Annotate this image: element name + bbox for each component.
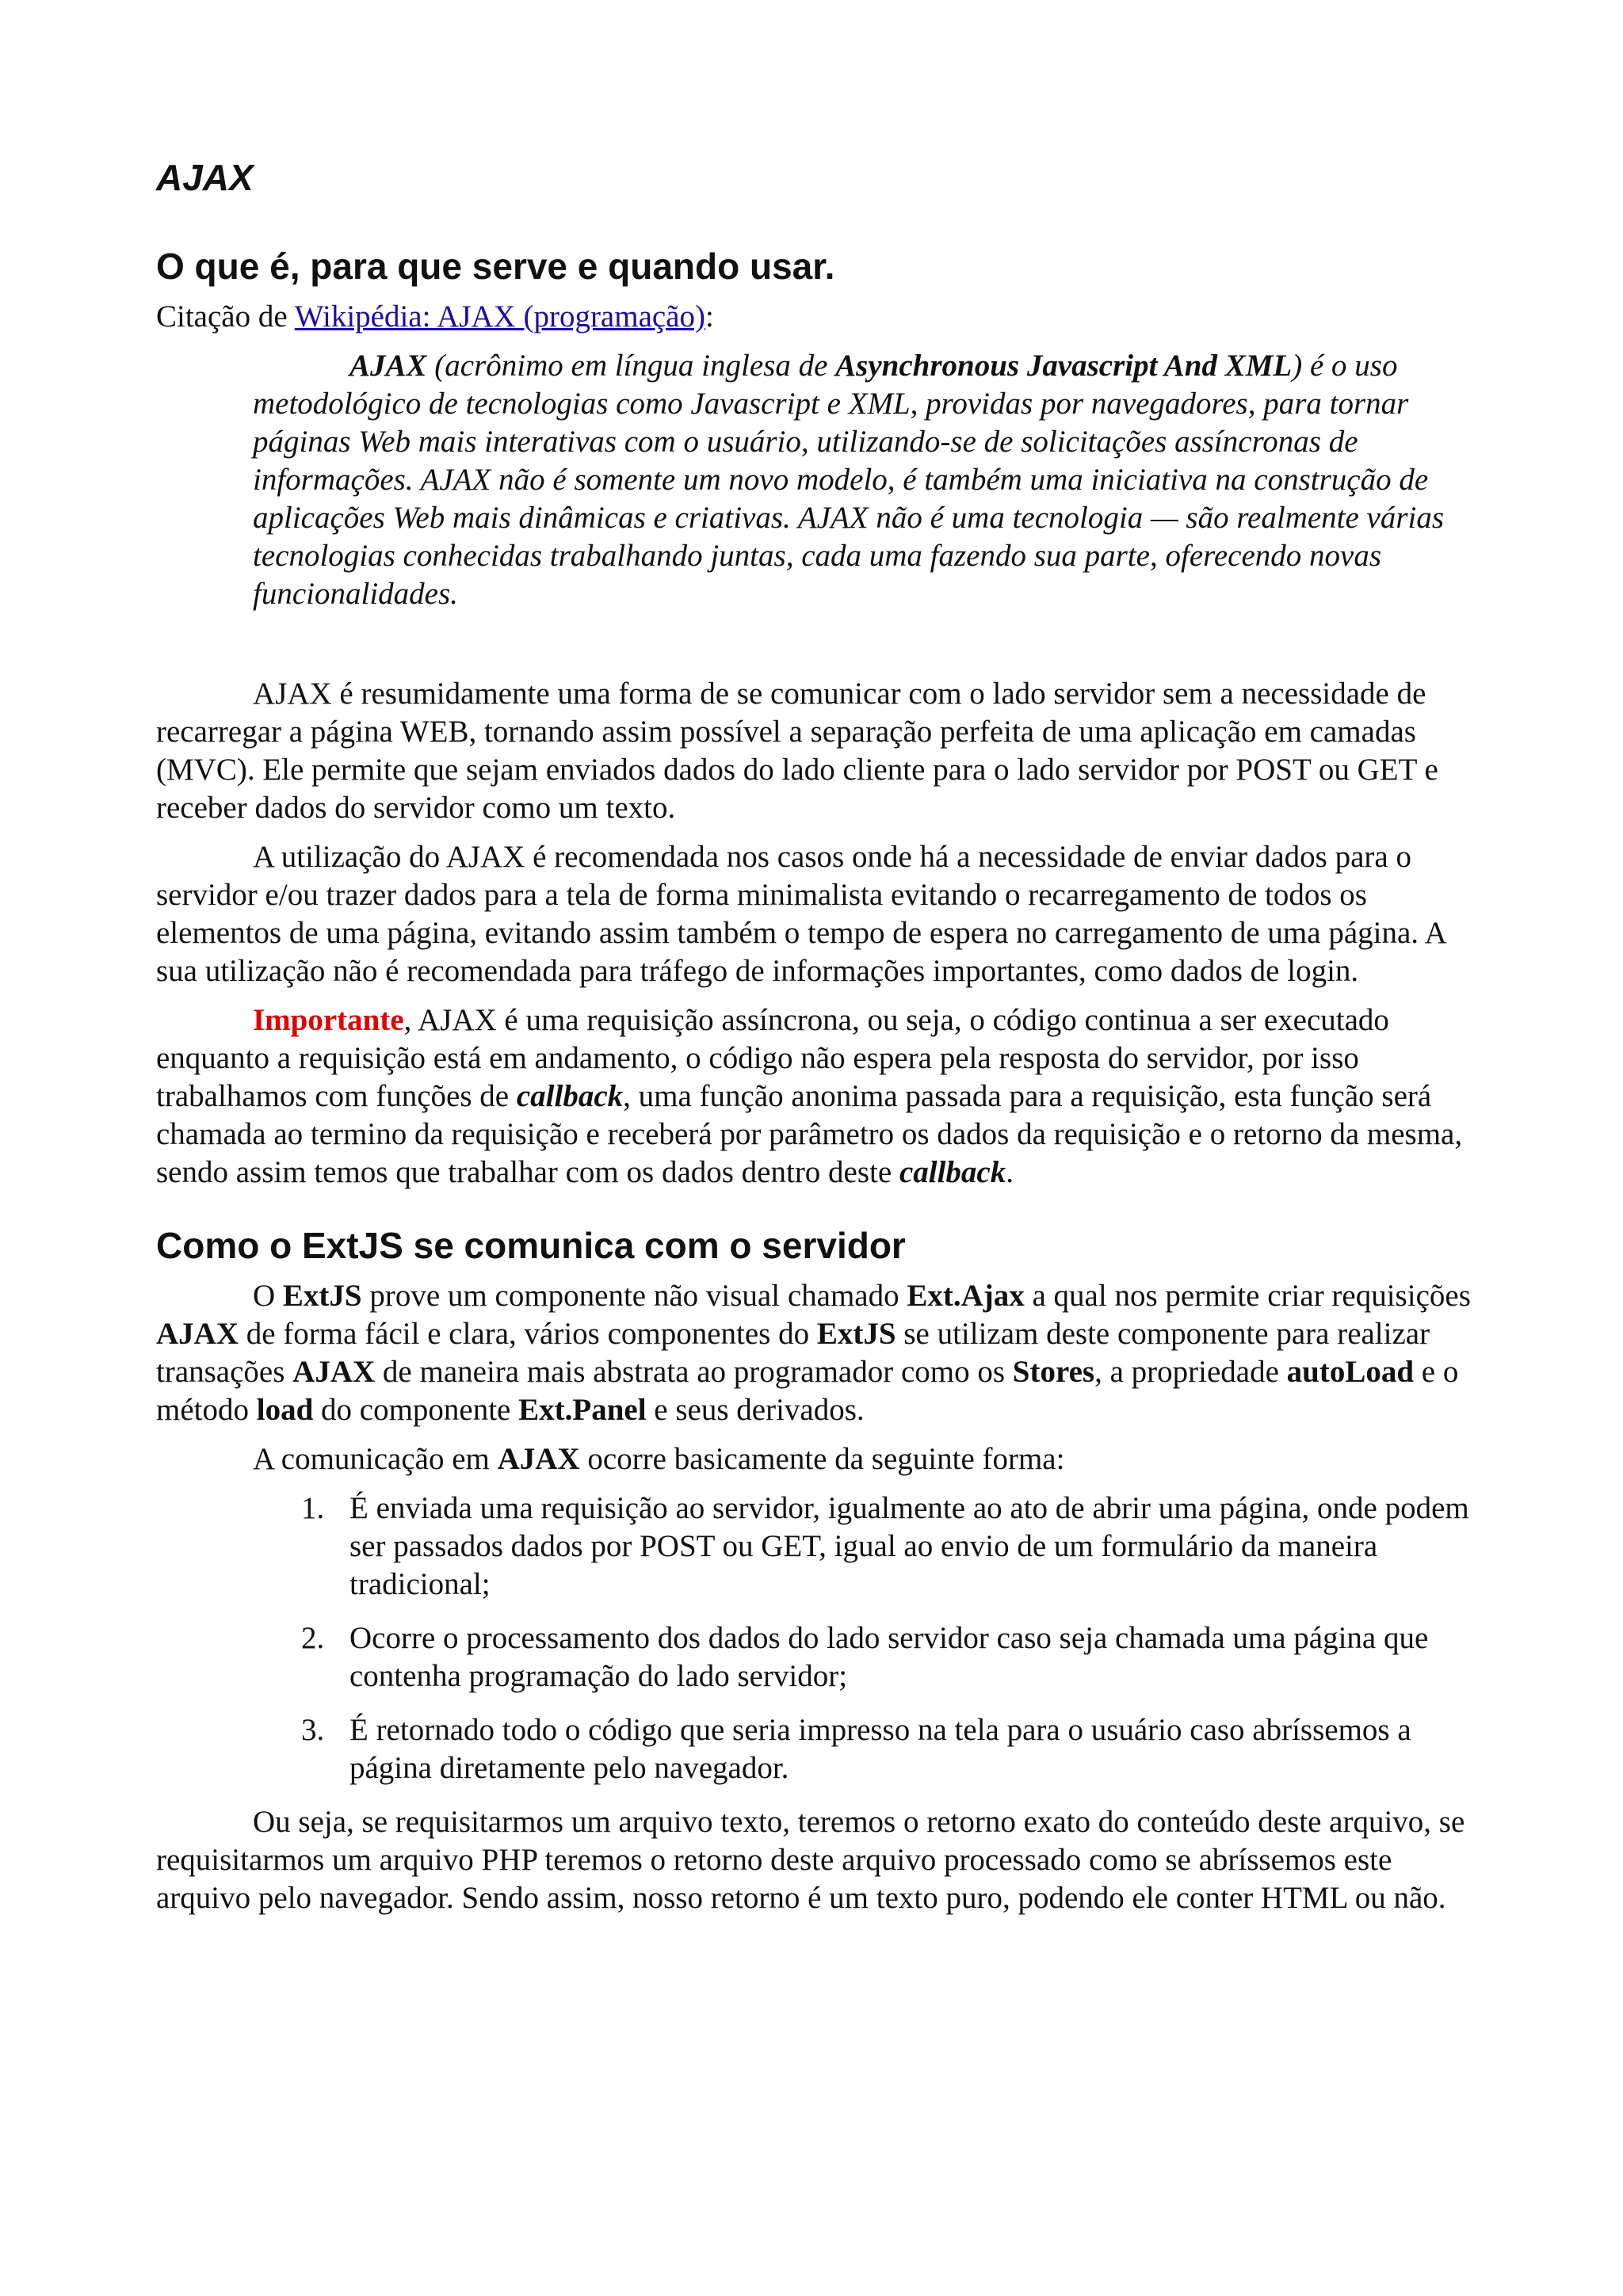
list-item (156, 1619, 1472, 1695)
paragraph-part: . (1006, 1155, 1014, 1189)
list-item (156, 1489, 1472, 1604)
paragraph-conclusion: Ou seja, se requisitarmos um arquivo texto, teremos o retorno exato do conteúdo deste arquivo, se requisitarmos um arquivo PHP teremos o retorno deste arquivo processado como se abríssemos este arquivo pelo navegador. Sendo assim, nosso retorno é um texto puro, podendo ele conter HTML ou não. (156, 1805, 1465, 1915)
paragraph-part: , uma função anonima passada para a requisição, esta função será chamada ao termino da requisição e receberá por parâmetro os dados da requisição e o retorno da mesma, sendo assim temos que trabalhar com os dados dentro deste (156, 1079, 1463, 1189)
paragraph-part: e o método (156, 1355, 1459, 1427)
paragraph-communication (156, 1440, 1472, 1478)
bold-term: load (256, 1393, 314, 1427)
list-item (156, 1711, 1472, 1787)
paragraph-part: do componente (313, 1393, 519, 1427)
section-heading-what-is: O que é, para que serve e quando usar. (156, 246, 835, 287)
paragraph-part: , AJAX é uma requisição assíncrona, ou seja, o código continua a ser executado enquanto a requisição está em andamento, o código não espera pela resposta do servidor, por isso trabalhamos com funções de (156, 1003, 1389, 1113)
citation-suffix: : (705, 299, 714, 334)
paragraph-summary: AJAX é resumidamente uma forma de se comunicar com o lado servidor sem a necessidade de recarregar a página WEB, tornando assim possível a separação perfeita de uma aplicação em camadas (MVC). Ele permite que sejam enviados dados do lado cliente para o lado servidor por POST ou GET e receber dados do servidor como um texto. (156, 677, 1438, 825)
section-heading-extjs: Como o ExtJS se comunica com o servidor (156, 1225, 906, 1266)
document-title: AJAX (156, 157, 254, 198)
quote-async: Asynchronous Javascript And XML (835, 349, 1293, 383)
list-item-text: É retornado todo o código que seria impresso na tela para o usuário caso abríssemos a página diretamente pelo navegador. (349, 1713, 1411, 1785)
quote-part: (acrônimo em língua inglesa de (426, 349, 836, 383)
bold-term: Ext.Ajax (907, 1279, 1025, 1313)
bold-term: Stores (1012, 1355, 1095, 1389)
list-item-number: 2. (301, 1621, 325, 1655)
paragraph-part: prove um componente não visual chamado (361, 1279, 907, 1313)
citation-prefix: Citação de (156, 299, 295, 334)
bold-term: AJAX (292, 1355, 376, 1389)
list-item-number: 1. (301, 1491, 325, 1525)
document-page (156, 155, 1472, 1928)
bold-term: AJAX (156, 1317, 239, 1351)
paragraph-extjs (156, 1277, 1472, 1429)
spacer (156, 613, 1472, 675)
paragraph-part: , a propriedade (1094, 1355, 1287, 1389)
wikipedia-quote (253, 347, 1473, 613)
paragraph-part: se utilizam deste componente para realizar transações (156, 1317, 1430, 1389)
wikipedia-link[interactable]: Wikipédia: AJAX (programação) (294, 299, 705, 334)
bold-term: AJAX (497, 1442, 580, 1476)
bold-term: ExtJS (282, 1279, 362, 1313)
paragraph-usage: A utilização do AJAX é recomendada nos casos onde há a necessidade de enviar dados para o servidor e/ou trazer dados para a tela de forma minimalista evitando o recarregamento de todos os elementos de uma página, evitando assim também o tempo de espera no carregamento de uma página. A sua utilização não é recomendada para tráfego de informações importantes, como dados de login. (156, 840, 1445, 988)
paragraph-part: a qual nos permite criar requisições (1024, 1279, 1471, 1313)
paragraph-part: de forma fácil e clara, vários componentes do (239, 1317, 817, 1351)
quote-part: ) é o uso metodológico de tecnologias como Javascript e XML, providas por navegadores, para tornar páginas Web mais interativas com o usuário, utilizando-se de solicitações assíncronas de informações. AJAX não é somente um novo modelo, é também uma iniciativa na construção de aplicações Web mais dinâmicas e criativas. AJAX não é uma tecnologia — são realmente várias tecnologias conhecidas trabalhando juntas, cada uma fazendo sua parte, oferecendo novas funcionalidades. (253, 349, 1445, 611)
paragraph-part: de maneira mais abstrata ao programador como os (375, 1355, 1013, 1389)
steps-list (156, 1489, 1472, 1787)
important-label: Importante (253, 1003, 404, 1037)
paragraph-part: A comunicação em (253, 1442, 498, 1476)
paragraph-important (156, 1001, 1472, 1192)
paragraph-part: O (253, 1279, 283, 1313)
bold-term: autoLoad (1286, 1355, 1415, 1389)
list-item-text: É enviada uma requisição ao servidor, igualmente ao ato de abrir uma página, onde podem ser passados dados por POST ou GET, igual ao envio de um formulário da maneira tradicional; (349, 1491, 1469, 1601)
callback-term: callback (899, 1155, 1006, 1189)
bold-term: ExtJS (816, 1317, 896, 1351)
citation-line (156, 298, 1472, 336)
bold-term: Ext.Panel (518, 1393, 647, 1427)
quote-ajax: AJAX (349, 349, 427, 383)
list-item-number: 3. (301, 1713, 325, 1747)
list-item-text: Ocorre o processamento dos dados do lado servidor caso seja chamada uma página que contenha programação do lado servidor; (349, 1621, 1429, 1693)
paragraph-part: ocorre basicamente da seguinte forma: (579, 1442, 1065, 1476)
quote-text (253, 347, 1473, 613)
callback-term: callback (516, 1079, 624, 1113)
paragraph-part: e seus derivados. (646, 1393, 865, 1427)
